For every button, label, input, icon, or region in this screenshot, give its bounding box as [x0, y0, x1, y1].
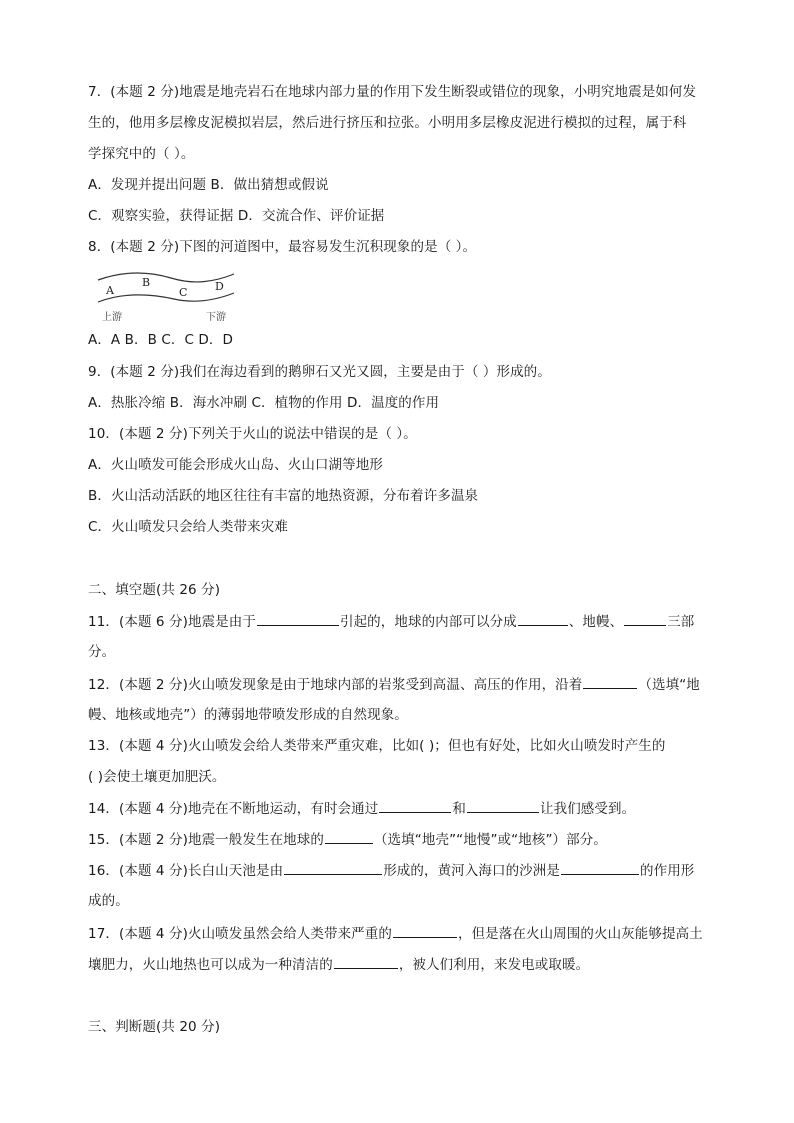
river-label-a: A [106, 284, 114, 297]
q11-text-3: 、地幔、 [568, 614, 624, 630]
q14-blank-1[interactable] [379, 798, 451, 813]
q16-line2: 成的。 [88, 893, 129, 909]
q11-line2: 分。 [88, 644, 116, 660]
q8-options: A．A B．B C．C D．D [88, 332, 234, 348]
q12-blank[interactable] [583, 674, 637, 689]
q11-blank-2[interactable] [518, 611, 568, 626]
q12-text-2: （选填“地 [638, 677, 700, 693]
q7-options-ab: A．发现并提出问题 B．做出猜想或假说 [88, 177, 329, 193]
q17-text-2: ，但是落在火山周围的火山灰能够提高土 [457, 926, 703, 942]
q14-text-2: 和 [452, 801, 466, 817]
section-3-title: 三、判断题(共 20 分) [88, 1019, 221, 1035]
upstream-label: 上游 [102, 312, 122, 323]
q16-line1 [88, 860, 694, 881]
river-label-b: B [142, 276, 151, 289]
q13-line2: ( )会使土壤更加肥沃。 [88, 769, 226, 785]
river-label-c: C [179, 286, 188, 299]
q16-blank-1[interactable] [284, 860, 382, 875]
q11-text-1: 11．(本题 6 分)地震是由于 [88, 614, 256, 630]
q17-blank-2[interactable] [334, 954, 398, 969]
q16-blank-2[interactable] [561, 860, 639, 875]
q16-text-2: 形成的，黄河入海口的沙洲是 [383, 863, 560, 879]
q15-text-2: （选填“地壳”“地慢”或“地核”）部分。 [373, 832, 607, 848]
q12-line2: 幔、地核或地壳”）的薄弱地带喷发形成的自然现象。 [88, 707, 408, 723]
q10-stem: 10．(本题 2 分)下列关于火山的说法中错误的是（ ）。 [88, 426, 417, 442]
q10-option-b: B．火山活动活跃的地区往往有丰富的地热资源，分布着许多温泉 [88, 488, 479, 504]
q16-text-3: 的作用形 [640, 863, 695, 879]
downstream-label: 下游 [206, 312, 226, 323]
q17-line1 [88, 923, 703, 944]
q17-text-1: 17．(本题 4 分)火山喷发虽然会给人类带来严重的 [88, 926, 392, 942]
q9-stem: 9．(本题 2 分)我们在海边看到的鹅卵石又光又圆，主要是由于（ ）形成的。 [88, 364, 551, 380]
q17-text-3: 壤肥力，火山地热也可以成为一种清洁的 [88, 957, 333, 973]
q7-line1: 7．(本题 2 分)地震是地壳岩石在地球内部力量的作用下发生断裂或错位的现象，小明究地震是如何发 [88, 84, 697, 100]
section-2-title: 二、填空题(共 26 分) [88, 582, 221, 598]
q14-blank-2[interactable] [467, 798, 539, 813]
q7-line3: 学探究中的（ ）。 [88, 146, 195, 162]
q14-line [88, 798, 635, 819]
q12-line1 [88, 674, 700, 695]
q9-options: A．热胀冷缩 B．海水冲刷 C．植物的作用 D．温度的作用 [88, 395, 440, 411]
q7-line2: 生的，他用多层橡皮泥模拟岩层，然后进行挤压和拉张。小明用多层橡皮泥进行模拟的过程，属于科 [88, 115, 687, 131]
q7-options-cd: C．观察实验，获得证据 D．交流合作、评价证据 [88, 208, 385, 224]
q17-blank-1[interactable] [393, 923, 457, 938]
q15-line [88, 829, 607, 850]
q10-option-a: A．火山喷发可能会形成火山岛、火山口湖等地形 [88, 457, 383, 473]
river-label-d: D [215, 280, 224, 293]
q11-line1 [88, 611, 694, 632]
q11-text-2: 引起的，地球的内部可以分成 [339, 614, 517, 630]
q11-blank-3[interactable] [624, 611, 666, 626]
river-upper-bank [98, 273, 234, 282]
q12-text-1: 12．(本题 2 分)火山喷发现象是由于地球内部的岩浆受到高温、高压的作用，沿着 [88, 677, 583, 693]
q14-text-1: 14．(本题 4 分)地壳在不断地运动，有时会通过 [88, 801, 379, 817]
q10-option-c: C．火山喷发只会给人类带来灾难 [88, 519, 288, 535]
q16-text-1: 16．(本题 4 分)长白山天池是由 [88, 863, 284, 879]
q17-line2 [88, 954, 589, 975]
river-channel-diagram [96, 268, 236, 326]
q13-line1: 13．(本题 4 分)火山喷发会给人类带来严重灾难，比如( )；但也有好处，比如火山喷发时产生的 [88, 738, 666, 754]
q11-text-4: 三部 [667, 614, 695, 630]
q15-text-1: 15．(本题 2 分)地震一般发生在地球的 [88, 832, 324, 848]
q17-text-4: ，被人们利用，来发电或取暖。 [398, 957, 590, 973]
q15-blank[interactable] [325, 829, 373, 844]
q11-blank-1[interactable] [257, 611, 339, 626]
river-lower-bank [98, 293, 234, 302]
q8-stem: 8．(本题 2 分)下图的河道图中，最容易发生沉积现象的是（ ）。 [88, 239, 477, 255]
q14-text-3: 让我们感受到。 [540, 801, 636, 817]
